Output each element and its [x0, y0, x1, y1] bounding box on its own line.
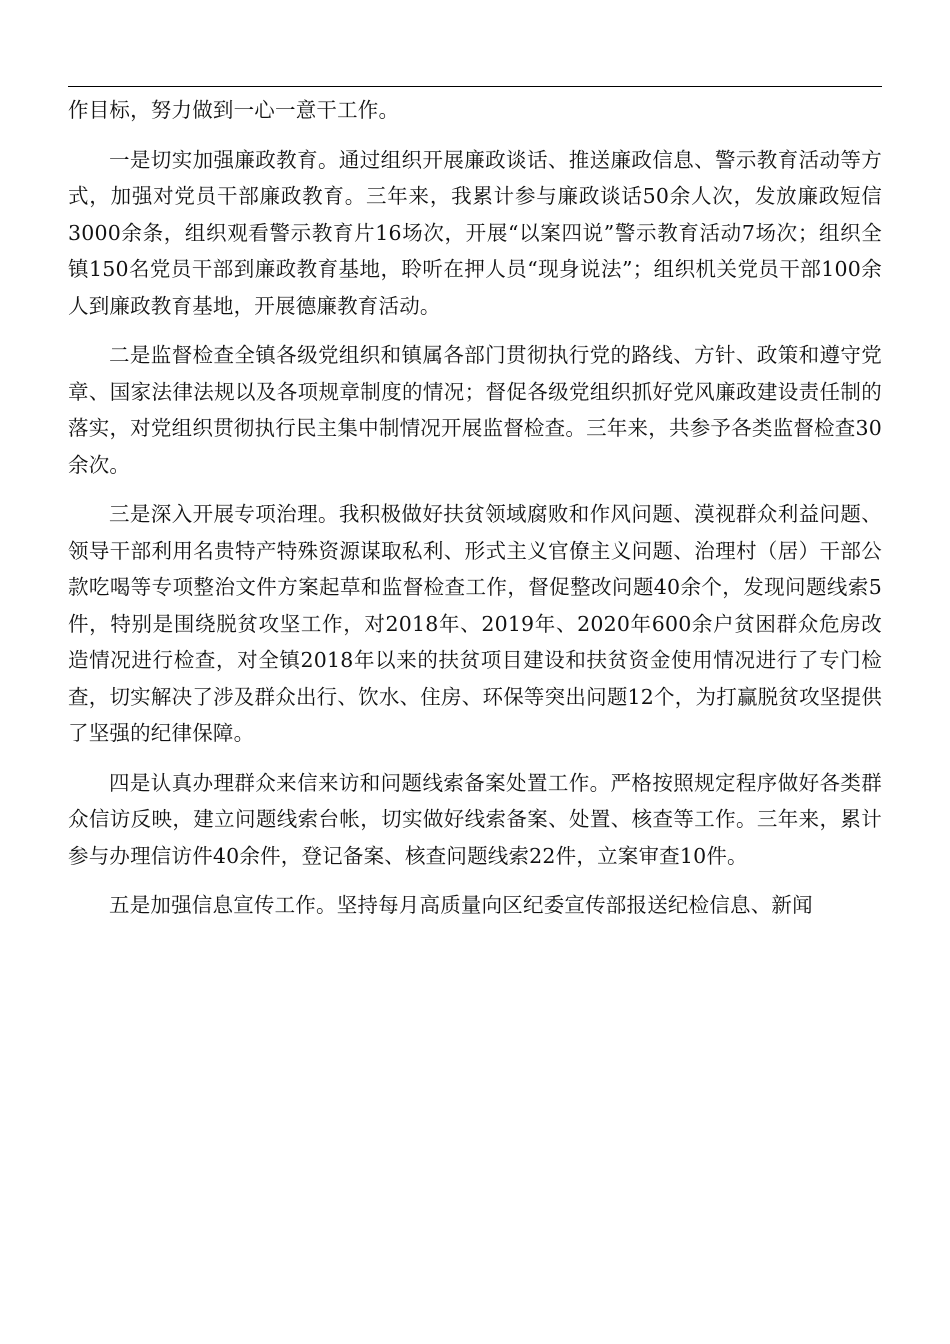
paragraph-publicity: 五是加强信息宣传工作。坚持每月高质量向区纪委宣传部报送纪检信息、新闻 [109, 893, 813, 917]
document-body [68, 92, 882, 924]
header-rule [68, 86, 882, 87]
paragraph-education: 一是切实加强廉政教育。通过组织开展廉政谈话、推送廉政信息、警示教育活动等方式，加强对党员干部廉政教育。三年来，我累计参与廉政谈话50余人次，发放廉政短信3000余条，组织观看警示教育片16场次，开展“以案四说”警示教育活动7场次；组织全镇150名党员干部到廉政教育基地，聆听在押人员“现身说法”；组织机关党员干部100余人到廉政教育基地，开展德廉教育活动。 [68, 147, 882, 318]
paragraph-special-governance: 三是深入开展专项治理。我积极做好扶贫领域腐败和作风问题、漠视群众利益问题、领导干部利用名贵特产特殊资源谋取私利、形式主义官僚主义问题、治理村（居）干部公款吃喝等专项整治文件方案起草和监督检查工作，督促整改问题40余个，发现问题线索5件，特别是围绕脱贫攻坚工作，对2018年、2019年、2020年600余户贫困群众危房改造情况进行检查，对全镇2018年以来的扶贫项目建设和扶贫资金使用情况进行了专门检查，切实解决了涉及群众出行、饮水、住房、环保等突出问题12个，为打赢脱贫攻坚提供了坚强的纪律保障。 [68, 502, 882, 745]
document-page [68, 0, 882, 1344]
paragraph-continuation: 作目标，努力做到一心一意干工作。 [68, 98, 400, 122]
paragraph-petitions: 四是认真办理群众来信来访和问题线索备案处置工作。严格按照规定程序做好各类群众信访反映，建立问题线索台帐，切实做好线索备案、处置、核查等工作。三年来，累计参与办理信访件40余件，登记备案、核查问题线索22件，立案审查10件。 [68, 770, 882, 868]
paragraph-supervision: 二是监督检查全镇各级党组织和镇属各部门贯彻执行党的路线、方针、政策和遵守党章、国家法律法规以及各项规章制度的情况；督促各级党组织抓好党风廉政建设责任制的落实，对党组织贯彻执行民主集中制情况开展监督检查。三年来，共参予各类监督检查30余次。 [68, 343, 882, 477]
